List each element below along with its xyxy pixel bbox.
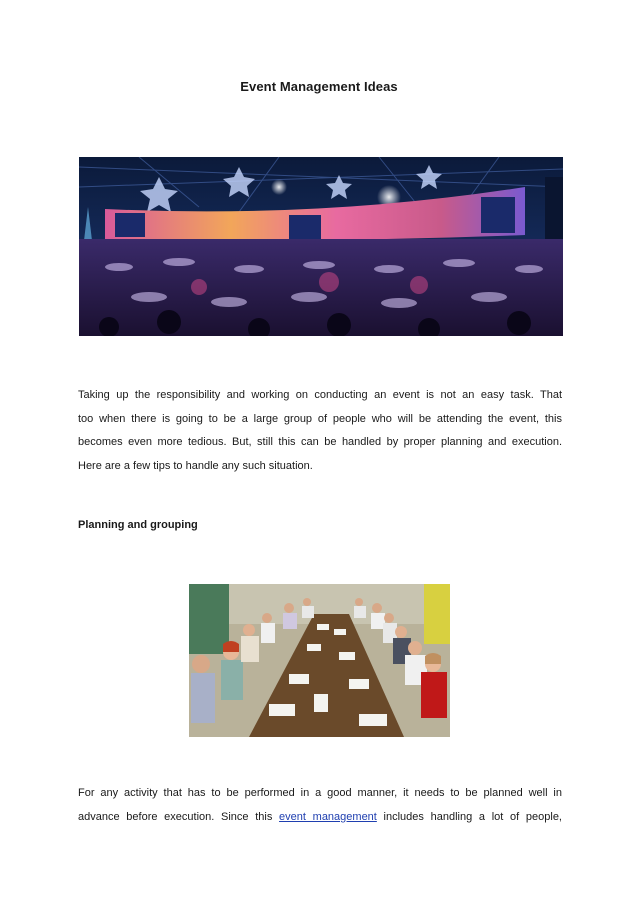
closing-paragraph xyxy=(78,782,562,829)
meeting-image xyxy=(189,584,450,737)
intro-line: Taking up the responsibility and working on conducting an event is not an easy task. That xyxy=(78,389,562,401)
closing-line xyxy=(78,806,562,830)
section-heading: Planning and grouping xyxy=(78,519,198,531)
closing-line: For any activity that has to be performed in a good manner, it needs to be planned well in xyxy=(78,787,562,799)
event-management-link[interactable]: event management xyxy=(279,810,377,823)
intro-line: becomes even more tedious. But, still this can be handled by proper planning and execution. xyxy=(78,436,562,448)
page-title: Event Management Ideas xyxy=(240,79,398,94)
closing-text: includes handling a lot of people, xyxy=(376,810,562,823)
intro-line: too when there is going to be a large group of people who will be attending the event, this xyxy=(78,412,562,425)
event-hall-image xyxy=(79,157,563,336)
closing-text: advance before execution. Since this xyxy=(78,810,280,823)
intro-line: Here are a few tips to handle any such situation. xyxy=(78,459,313,472)
intro-paragraph xyxy=(78,384,562,478)
